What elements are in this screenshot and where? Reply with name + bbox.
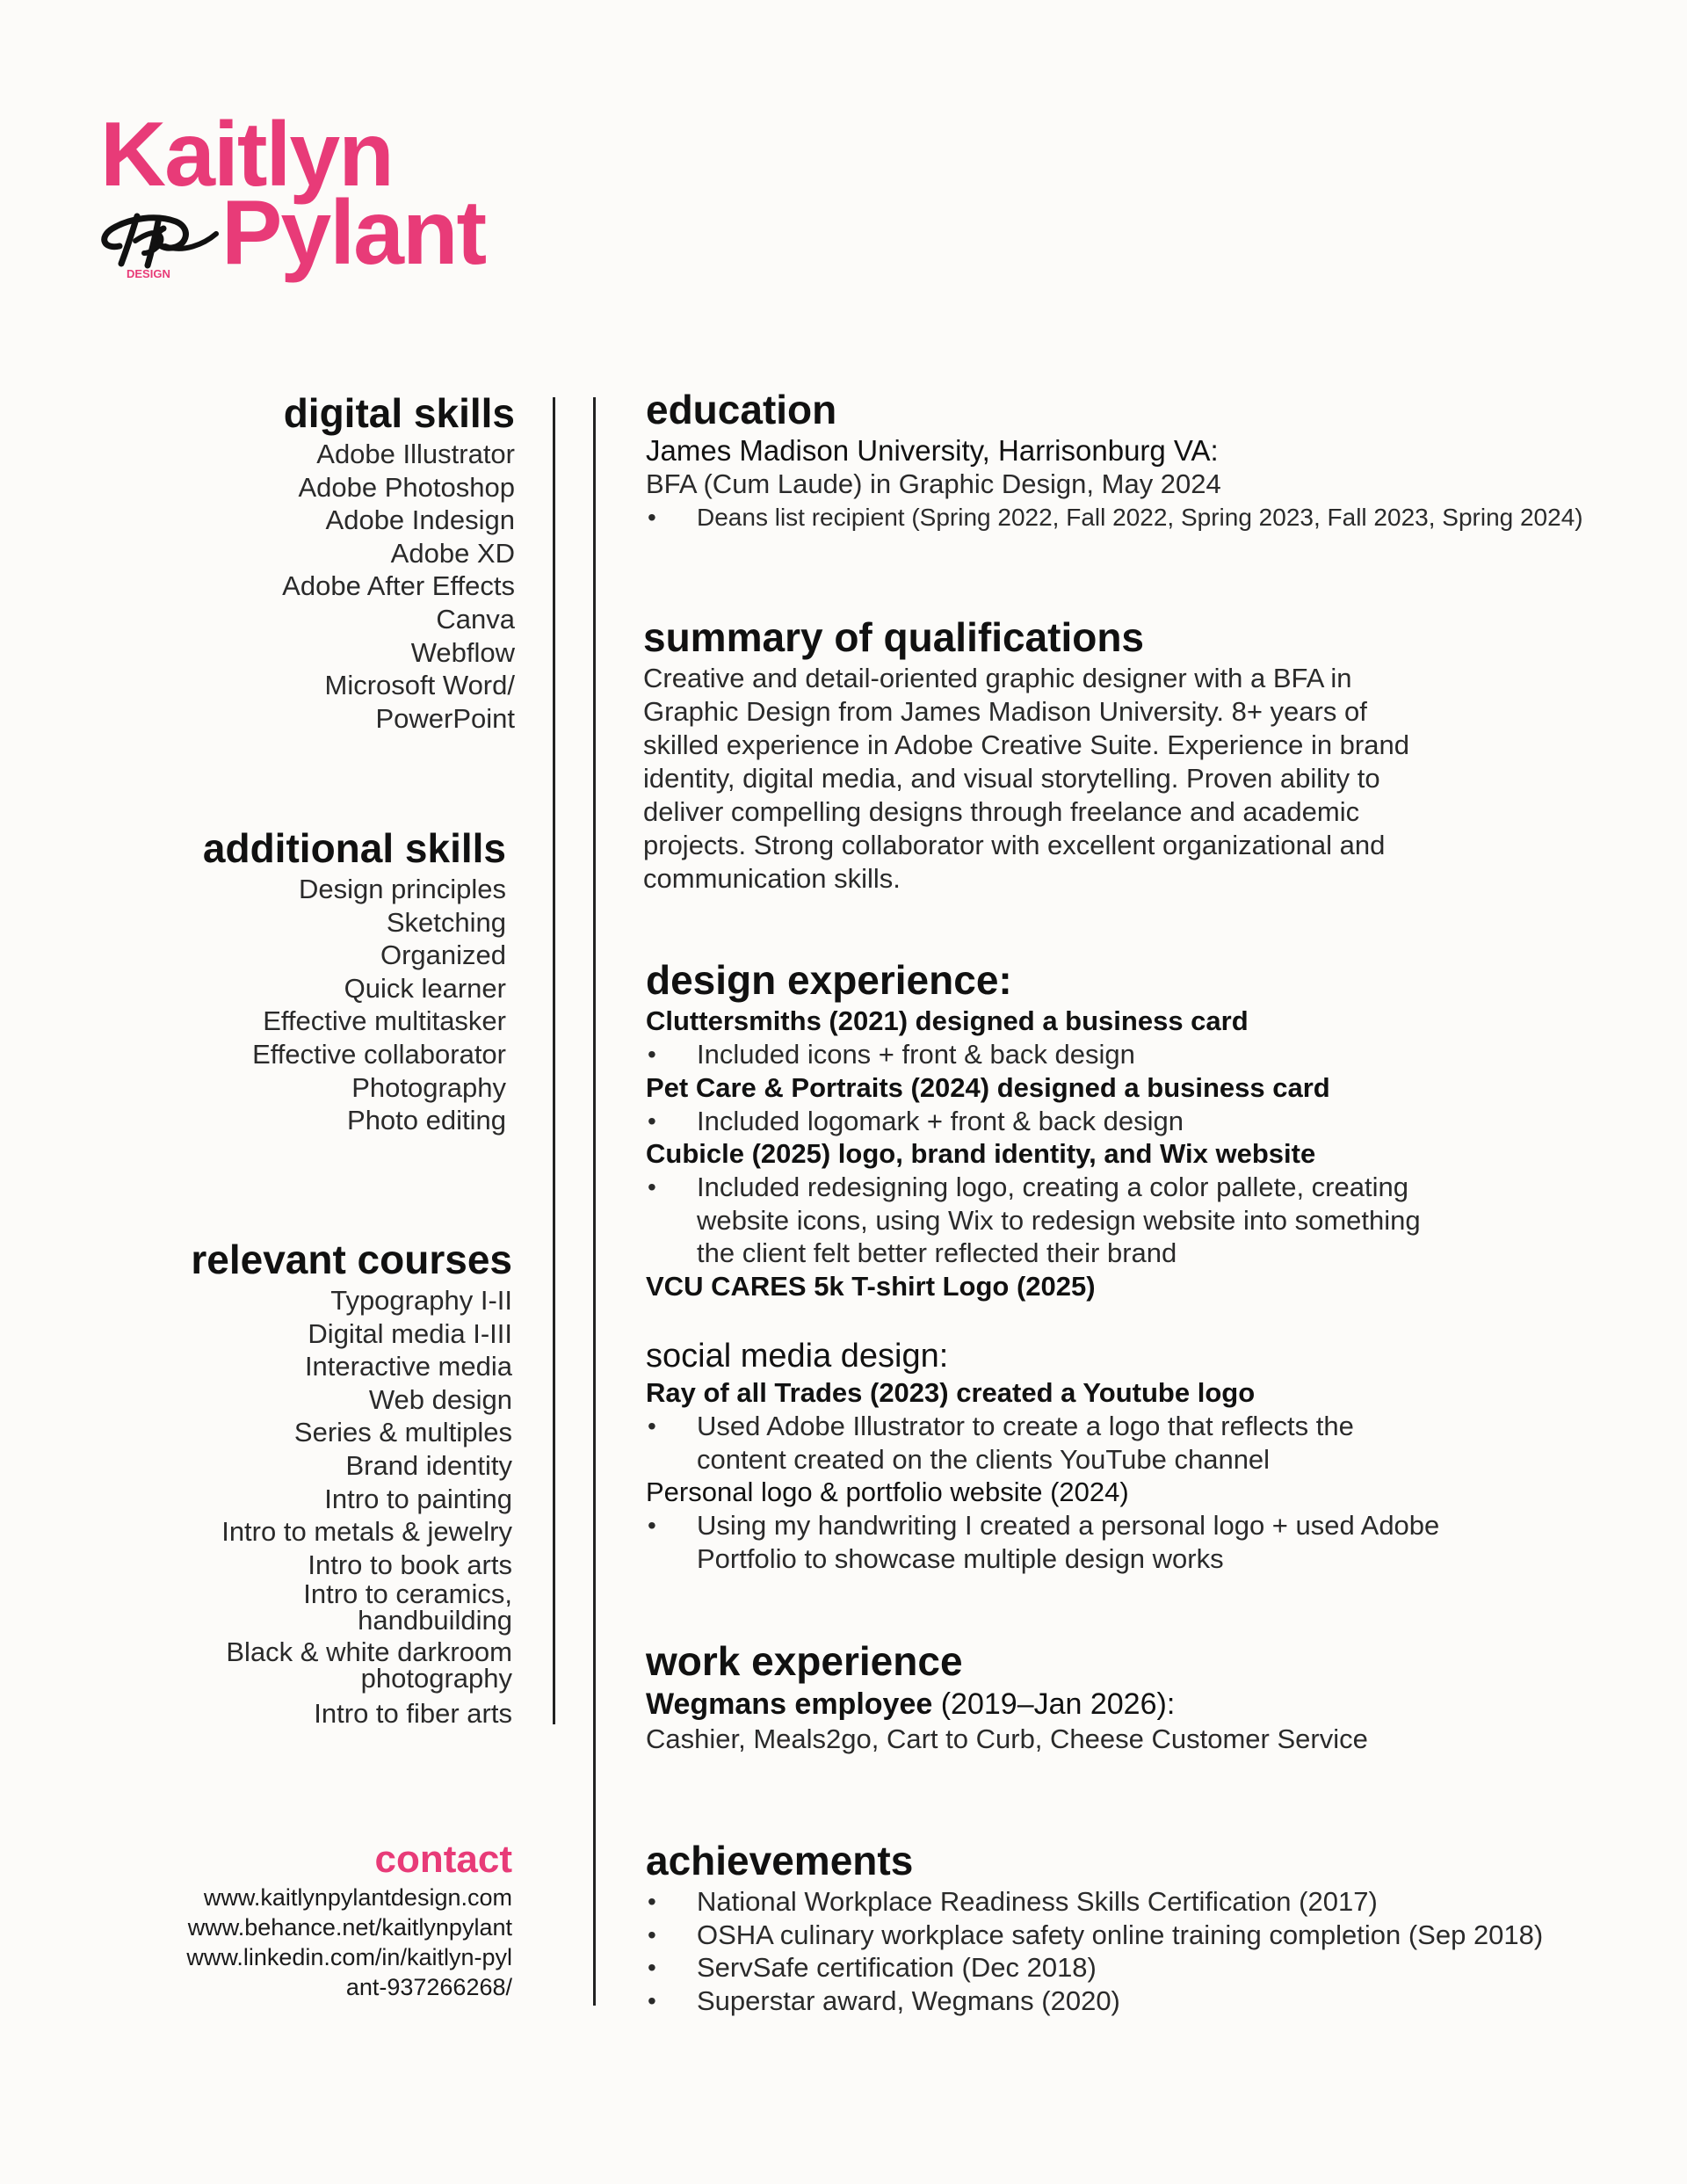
work-role-line	[646, 1686, 1630, 1723]
list-item: Organized	[380, 940, 506, 971]
relevant-courses-section	[161, 1235, 512, 1731]
summary-text: Creative and detail-oriented graphic designer with a BFA in Graphic Design from James Madison University. 8+ years of skilled experience in Adobe Creative Suite. Experience in brand identity, digital media, and visual storytelling. Proven ability to deliver compelling designs through freelance and academic projects. Strong collaborator with excellent organizational and communication skills.	[643, 663, 1409, 894]
list-item: Design principles	[298, 874, 506, 904]
list-item: • Included redesigning logo, creating a color pallete, creating website icons, using Wix to redesign website into something the client felt better reflected their brand	[646, 1171, 1461, 1270]
entry-title: Personal logo & portfolio website (2024)	[646, 1477, 1129, 1507]
entry-title: Cluttersmiths (2021) designed a business card	[646, 1005, 1249, 1036]
list-item: Series & multiples	[293, 1417, 512, 1448]
degree: BFA (Cum Laude) in Graphic Design, May 2024	[646, 468, 1221, 499]
list-item: Intro to painting	[324, 1483, 512, 1514]
last-name: Pylant	[221, 182, 486, 284]
contact-list	[143, 1883, 512, 2002]
list-item: • ServSafe certification (Dec 2018)	[646, 1951, 1630, 1984]
additional-skills-list	[137, 873, 506, 1137]
list-item: Sketching	[386, 906, 506, 938]
entry-title: Ray of all Trades (2023) created a Youtube logo	[646, 1377, 1256, 1408]
list-item: Adobe XD	[390, 537, 515, 569]
entry-bullets	[646, 1410, 1630, 1476]
education-bullets	[646, 501, 1630, 534]
list-item: Digital media I-III	[308, 1317, 512, 1349]
list-item: Adobe Photoshop	[298, 471, 515, 503]
list-item: Adobe Illustrator	[316, 439, 515, 469]
website-link[interactable]: www.kaitlynpylantdesign.com	[203, 1884, 512, 1911]
social-media-section	[646, 1336, 1630, 1575]
entry-bullets	[646, 1038, 1630, 1071]
design-experience-heading: design experience:	[646, 957, 1012, 1003]
list-item: Canva	[436, 603, 515, 635]
relevant-courses-heading: relevant courses	[191, 1237, 512, 1282]
list-item: Adobe Indesign	[325, 504, 515, 536]
list-item: Effective multitasker	[263, 1005, 506, 1037]
list-item: Intro to fiber arts	[314, 1698, 512, 1730]
achievements-list	[646, 1885, 1630, 2017]
list-item: • Using my handwriting I created a personal logo + used Adobe Portfolio to showcase multiple design works	[646, 1509, 1488, 1575]
first-name: Kaitlyn	[100, 104, 393, 206]
relevant-courses-list	[161, 1284, 512, 1731]
list-item: • Used Adobe Illustrator to create a logo that reflects the content created on the clients YouTube channel	[646, 1410, 1400, 1476]
list-item: Typography I-II	[330, 1285, 512, 1316]
digital-skills-section	[146, 388, 515, 735]
list-item: Photo editing	[347, 1105, 506, 1136]
summary-heading: summary of qualifications	[643, 614, 1145, 660]
digital-skills-list	[146, 438, 515, 735]
list-item: Black & white darkroom photography	[226, 1636, 512, 1694]
work-details: Cashier, Meals2go, Cart to Curb, Cheese Customer Service	[646, 1723, 1368, 1754]
list-item: Quick learner	[344, 972, 506, 1004]
social-media-heading: social media design:	[646, 1338, 949, 1375]
additional-skills-heading: additional skills	[202, 825, 506, 871]
entry-title: Cubicle (2025) logo, brand identity, and Wix website	[646, 1138, 1316, 1169]
list-item: Microsoft Word/	[324, 670, 515, 701]
summary-section	[643, 613, 1627, 896]
work-dates: (2019–Jan 2026):	[940, 1687, 1176, 1721]
contact-heading: contact	[374, 1838, 512, 1881]
education-heading: education	[646, 387, 837, 432]
list-item: Effective collaborator	[252, 1038, 506, 1070]
list-item: • OSHA culinary workplace safety online training completion (Sep 2018)	[646, 1919, 1630, 1952]
contact-section	[143, 1837, 512, 2002]
list-item: Intro to ceramics, handbuilding	[303, 1578, 512, 1636]
linkedin-link[interactable]: www.linkedin.com/in/kaitlyn-pylant-937266268/	[186, 1944, 512, 2000]
digital-skills-heading: digital skills	[283, 390, 515, 436]
kp-logo-mark	[95, 195, 227, 283]
education-section	[646, 385, 1630, 534]
list-item: Intro to metals & jewelry	[221, 1516, 512, 1548]
entry-bullets	[646, 1509, 1630, 1575]
list-item: PowerPoint	[375, 702, 515, 734]
list-item: Interactive media	[304, 1351, 512, 1382]
achievements-heading: achievements	[646, 1838, 914, 1883]
list-item: • Deans list recipient (Spring 2022, Fall 2022, Spring 2023, Fall 2023, Spring 2024)	[646, 501, 1630, 534]
achievements-section	[646, 1836, 1630, 2017]
entry-bullets	[646, 1171, 1630, 1270]
list-item: Adobe After Effects	[282, 570, 515, 602]
work-role: Wegmans employee	[646, 1687, 933, 1721]
list-item: • Superstar award, Wegmans (2020)	[646, 1984, 1630, 2018]
additional-skills-section	[137, 824, 506, 1137]
list-item: Webflow	[410, 636, 515, 668]
work-experience-heading: work experience	[646, 1638, 963, 1684]
list-item: • Included icons + front & back design	[646, 1038, 1452, 1071]
entry-title: VCU CARES 5k T-shirt Logo (2025)	[646, 1270, 1096, 1302]
list-item: Photography	[351, 1071, 506, 1103]
entry-title: Pet Care & Portraits (2024) designed a business card	[646, 1071, 1330, 1103]
list-item: • Included logomark + front & back design	[646, 1105, 1452, 1138]
entry-bullets	[646, 1105, 1630, 1138]
list-item: Brand identity	[345, 1449, 512, 1481]
design-experience-section	[646, 955, 1630, 1303]
list-item: Web design	[368, 1383, 512, 1415]
list-item: • National Workplace Readiness Skills Certification (2017)	[646, 1885, 1630, 1919]
list-item: Intro to book arts	[308, 1549, 512, 1580]
behance-link[interactable]: www.behance.net/kaitlynpylant	[187, 1914, 512, 1941]
right-divider	[593, 397, 596, 2006]
school-name: James Madison University, Harrisonburg VA:	[646, 434, 1219, 467]
work-experience-section	[646, 1636, 1630, 1756]
left-divider	[553, 397, 555, 1724]
logo-design-label: DESIGN	[127, 267, 170, 280]
